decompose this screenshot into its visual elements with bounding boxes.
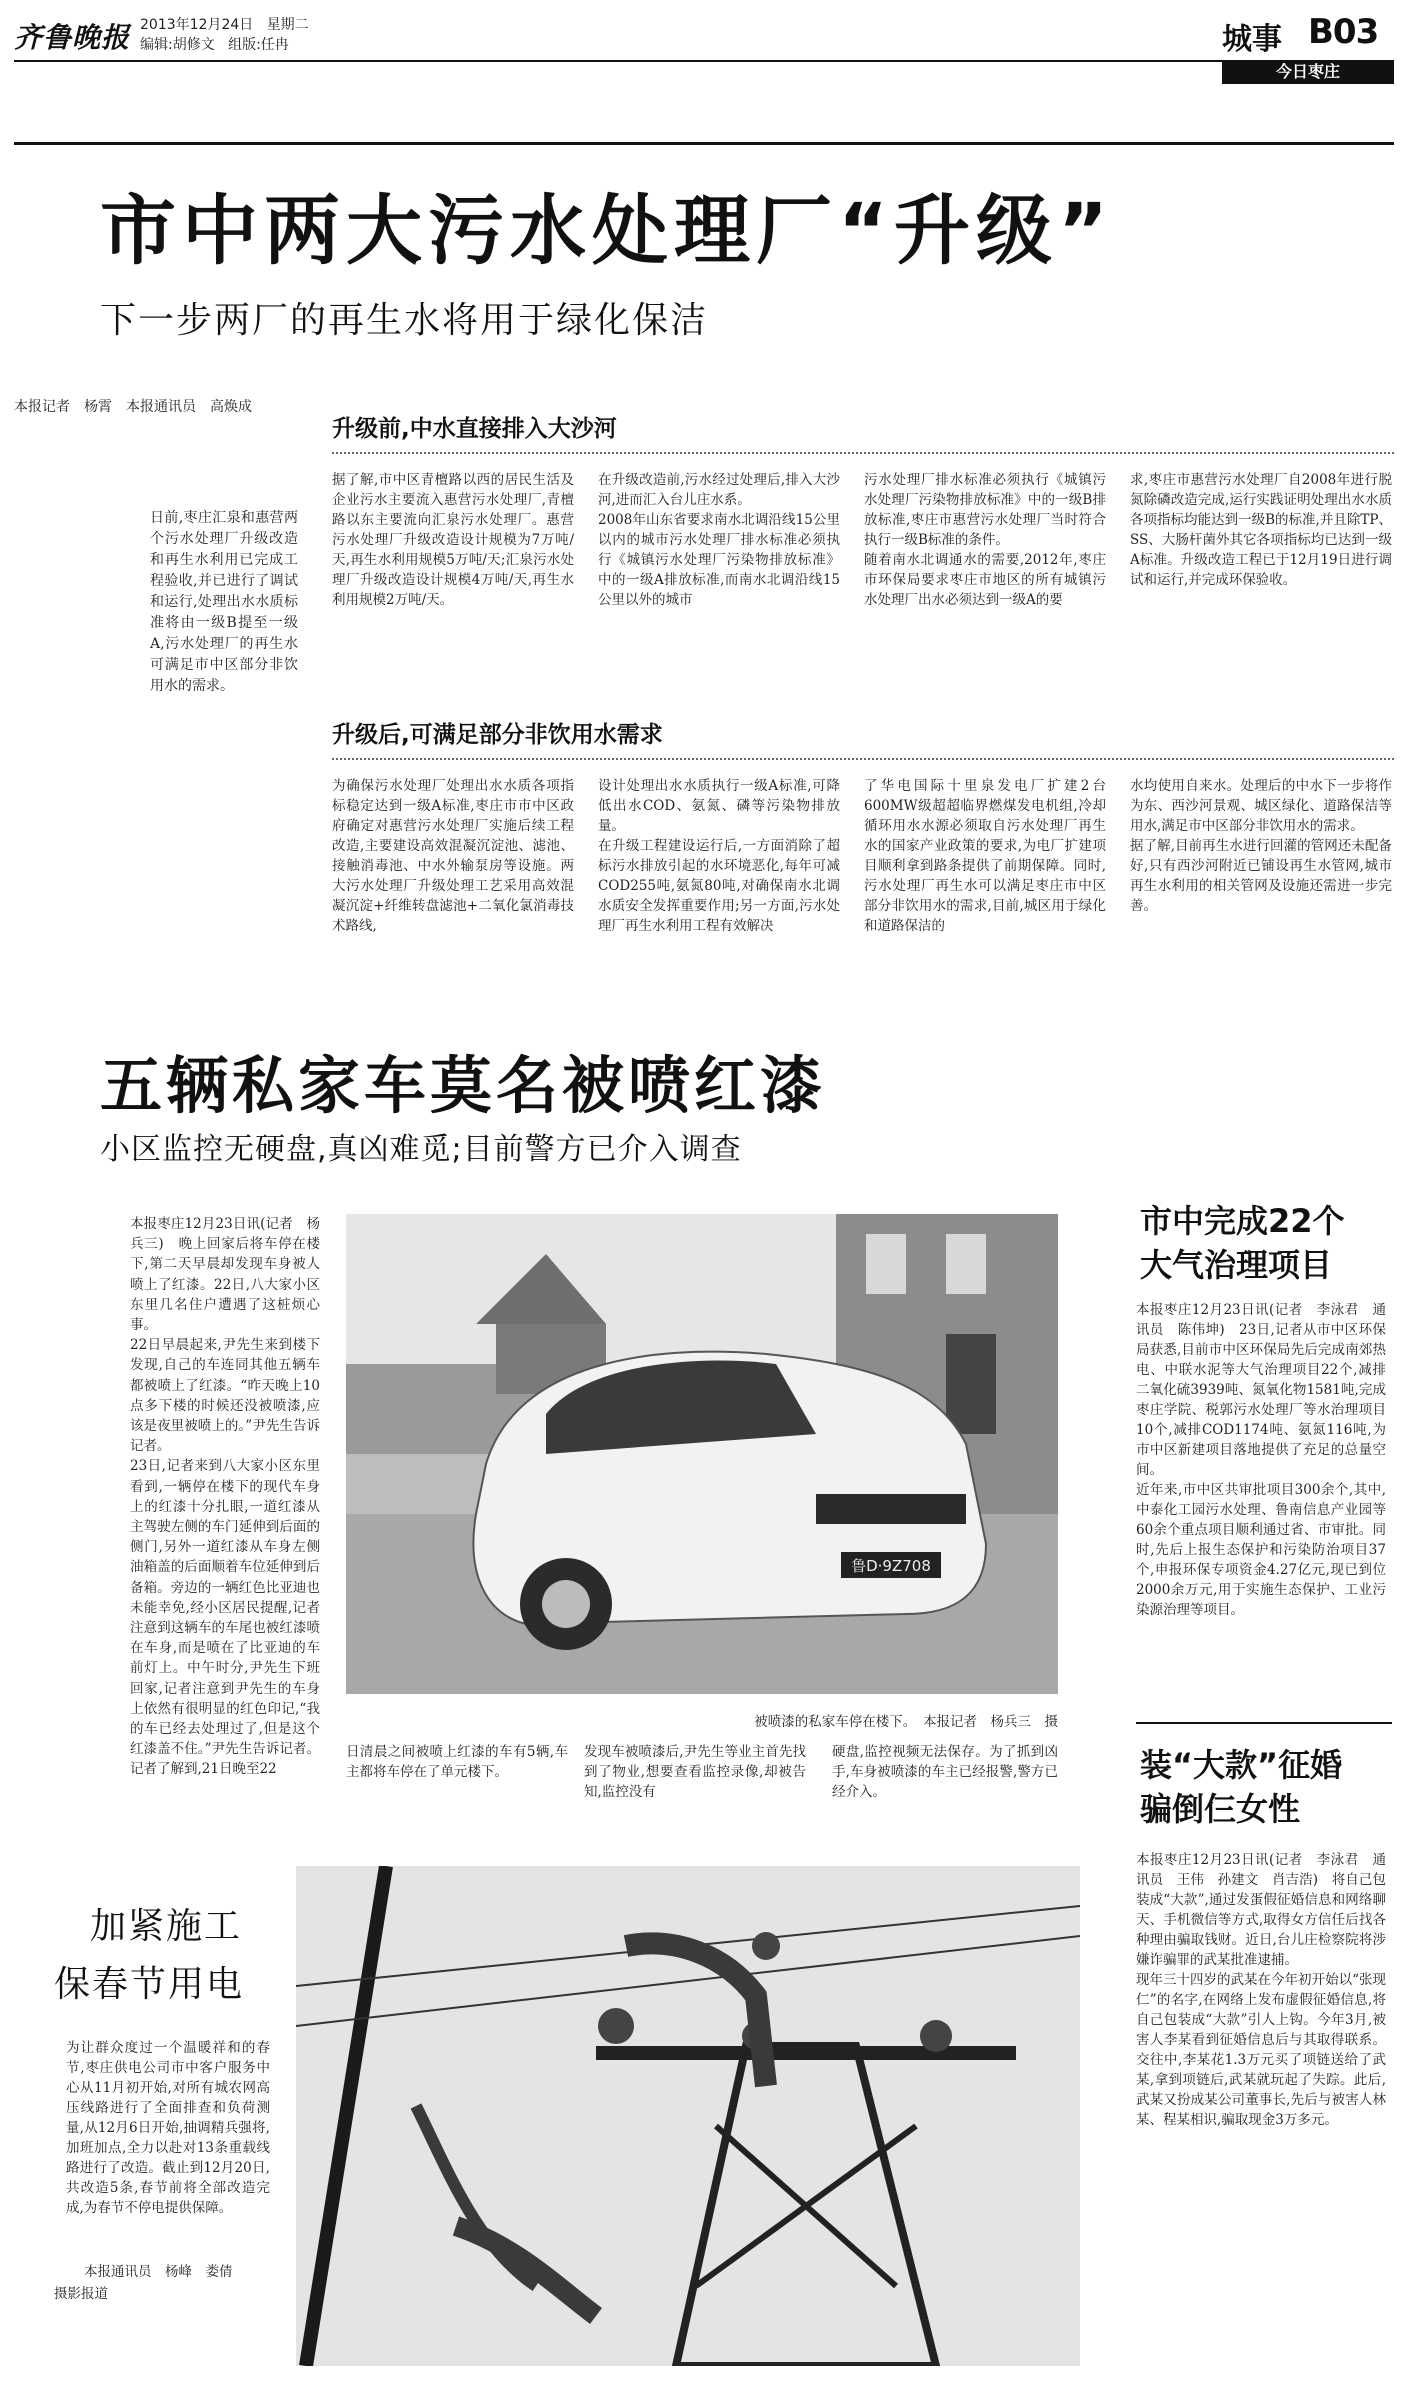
powerline-photo-image	[296, 1866, 1080, 2366]
article5-headline-line1: 加紧施工	[90, 1906, 243, 1947]
section2-divider	[332, 758, 1394, 760]
editor-text: 编辑:胡修文	[140, 37, 215, 53]
article5-credit-line1: 本报通讯员 杨峰 娄倩	[84, 2264, 233, 2280]
car-photo-image	[346, 1214, 1058, 1694]
article1-section2-title: 升级后,可满足部分非饮用水需求	[332, 722, 663, 748]
article1-lead: 日前,枣庄汇泉和惠营两个污水处理厂升级改造和再生水利用已完成工程验收,并已进行了调试和运行,处理出水水质标准将由一级B提至一级A,污水处理厂的再生水可满足市中区部分非饮用水的需求。	[150, 510, 298, 694]
article5-body: 为让群众度过一个温暖祥和的春节,枣庄供电公司市中客户服务中心从11月初开始,对所有城农网高压线路进行了全面排查和负荷测量,从12月6日开始,抽调精兵强将,加班加点,全力以赴对13条重载线路进行了改造。截止到12月20日,共改造5条,春节前将全部改造完成,为春节不停电提供保障。	[66, 2040, 270, 2216]
article3-headline-line2: 大气治理项目	[1140, 1246, 1333, 1284]
car-photo	[346, 1214, 1058, 1694]
article1-section2-col1: 为确保污水处理厂处理出水水质各项指标稳定达到一级A标准,枣庄市市中区政府确定对惠营污水处理厂实施后续工程改造,主要建设高效混凝沉淀池、滤池、接触消毒池、中水外输泵房等设施。两大污水处理厂升级处理工艺采用高效混凝沉淀+纤维转盘滤池+二氧化氯消毒技术路线,	[332, 778, 574, 934]
article1-byline: 本报记者 杨霄 本报通讯员 高焕成	[14, 399, 252, 415]
subsection-tab: 今日枣庄	[1222, 60, 1394, 84]
article1-subheadline: 下一步两厂的再生水将用于绿化保洁	[100, 300, 709, 341]
date-text: 2013年12月24日	[140, 17, 254, 33]
powerline-photo	[296, 1866, 1080, 2366]
article1-section2-col2: 设计处理出水水质执行一级A标准,可降低出水COD、氨氮、磷等污染物排放量。 在升级工程建设运行后,一方面消除了超标污水排放引起的水环境恶化,每年可减COD255吨,氨氮80吨,对确保南水北调水质安全发挥重要作用;另一方面,污水处理厂再生水利用工程有效解决	[598, 778, 840, 934]
article2-subheadline: 小区监控无硬盘,真凶难觅;目前警方已介入调查	[100, 1132, 742, 1167]
article4-body: 本报枣庄12月23日讯(记者 李泳君 通讯员 王伟 孙建文 肖吉浩) 将自己包装成“大款”,通过发蛋假征婚信息和网络聊天、手机微信等方式,取得女方信任后找各种理由骗取钱财。近日,台儿庄检察院将涉嫌诈骗罪的武某批准逮捕。 现年三十四岁的武某在今年初开始以“张现仁”的名字,在网络上发布虚假征婚信息,将自己包装成“大款”引人上钩。今年3月,被害人李某看到征婚信息后与其取得联系。交往中,李某花1.3万元买了项链送给了武某,拿到项链后,武某就玩起了失踪。此后,武某又扮成某公司董事长,先后与被害人林某、程某相识,骗取现金3万多元。	[1136, 1852, 1386, 2128]
editor-line	[140, 34, 289, 54]
article2-col1: 本报枣庄12月23日讯(记者 杨兵三) 晚上回家后将车停在楼下,第二天早晨却发现车身被人喷上了红漆。22日,八大家小区东里几名住户遭遇了这桩烦心事。 22日早晨起来,尹先生来到楼下发现,自己的车连同其他五辆车都被喷上了红漆。“昨天晚上10点多下楼的时候还没被喷漆,应该是夜里被喷上的。”尹先生告诉记者。 23日,记者来到八大家小区东里看到,一辆停在楼下的现代车身上的红漆十分扎眼,一道红漆从主驾驶左侧的车门延伸到后面的侧门,另外一道红漆从车身左侧油箱盖的后面顺着车位延伸到后备箱。旁边的一辆红色比亚迪也未能幸免,经小区居民提醒,记者注意到这辆车的车尾也被红漆喷在车身,而是喷在了比亚迪的车前灯上。中午时分,尹先生下班回家,记者注意到尹先生的车身上依然有很明显的红色印记,“我的车已经去处理过了,但是这个红漆盖不住。”尹先生告诉记者。记者了解到,21日晚至22	[130, 1216, 320, 1778]
article1-section1-col1: 据了解,市中区青檀路以西的居民生活及企业污水主要流入惠营污水处理厂,青檀路以东主要流向汇泉污水处理厂。惠营污水处理厂升级改造设计规模为7万吨/天,再生水利用规模5万吨/天;汇泉污水处理厂升级改造设计规模4万吨/天,再生水利用规模2万吨/天。	[332, 472, 574, 608]
weekday-text: 星期二	[266, 17, 309, 33]
article4-headline-line2: 骗倒仨女性	[1140, 1790, 1301, 1828]
article2-headline: 五辆私家车莫名被喷红漆	[100, 1049, 827, 1122]
article1-section2-col3: 了华电国际十里泉发电厂扩建2台600MW级超超临界燃煤发电机组,冷却循环用水水源必须取自污水处理厂再生水的国家产业政策的要求,为电厂扩建项目顺利拿到路条提供了前期保障。同时,污水处理厂再生水可以满足枣庄市中区部分非饮用水的需求,目前,城区用于绿化和道路保洁的	[864, 778, 1106, 934]
article1-headline: 市中两大污水处理厂“升级”	[100, 186, 1114, 275]
article2-col3: 发现车被喷漆后,尹先生等业主首先找到了物业,想要查看监控录像,却被告知,监控没有	[584, 1744, 806, 1800]
car-photo-caption: 被喷漆的私家车停在楼下。 本报记者 杨兵三 摄	[754, 1714, 1058, 1730]
layout-text: 组版:任冉	[228, 37, 289, 53]
article2-col2: 日清晨之间被喷上红漆的车有5辆,车主都将车停在了单元楼下。	[346, 1744, 568, 1780]
article1-section2-col4: 水均使用自来水。处理后的中水下一步将作为东、西沙河景观、城区绿化、道路保洁等用水,满足市中区部分非饮用水的需求。 据了解,目前再生水进行回灌的管网还未配备好,只有西沙河附近已铺设再生水管网,城市再生水利用的相关管网及设施还需进一步完善。	[1130, 778, 1392, 914]
car-plate: 鲁D·9Z708	[851, 1557, 931, 1575]
article1-section1-col2: 在升级改造前,污水经过处理后,排入大沙河,进而汇入台儿庄水系。 2008年山东省要求南水北调沿线15公里以内的城市污水处理厂排水标准必须执行《城镇污水处理厂污染物排放标准》中的一级A排放标准,而南水北调沿线15公里以外的城市	[598, 472, 840, 608]
article3-headline-line1: 市中完成22个	[1140, 1202, 1345, 1240]
article1-section1-col4: 求,枣庄市惠营污水处理厂自2008年进行脱氮除磷改造完成,运行实践证明处理出水水质各项指标均能达到一级B的标准,并且除TP、SS、大肠杆菌外其它各项指标均已达到一级A标准。升级改造工程已于12月19日进行调试和运行,并完成环保验收。	[1130, 472, 1392, 588]
header-divider	[14, 142, 1394, 145]
article2-col4: 硬盘,监控视频无法保存。为了抓到凶手,车身被喷漆的车主已经报警,警方已经介入。	[832, 1744, 1058, 1800]
issue-date	[140, 14, 309, 34]
article1-section1-title: 升级前,中水直接排入大沙河	[332, 416, 617, 442]
paper-logo: 齐鲁晚报	[14, 21, 131, 54]
article5-credit-line2: 摄影报道	[54, 2286, 108, 2302]
section-name: 城事	[1222, 22, 1282, 57]
article5-headline-line2: 保春节用电	[54, 1964, 245, 2005]
article3-body: 本报枣庄12月23日讯(记者 李泳君 通讯员 陈伟坤) 23日,记者从市中区环保局获悉,目前市中区环保局先后完成南郊热电、中联水泥等大气治理项目22个,减排二氧化硫3939吨、氮氧化物1581吨,完成枣庄学院、税郭污水处理厂等水治理项目10个,减排COD1174吨、氨氮116吨,为市中区新建项目落地提供了充足的总量空间。 近年来,市中区共审批项目300余个,其中,中泰化工园污水处理、鲁南信息产业园等60余个重点项目顺利通过省、市审批。同时,先后上报生态保护和污染防治项目37个,申报环保专项资金4.27亿元,现已到位2000余万元,用于实施生态保护、工业污染源治理等项目。	[1136, 1302, 1386, 1618]
article1-section1-col3: 污水处理厂排水标准必须执行《城镇污水处理厂污染物排放标准》中的一级B排放标准,枣庄市惠营污水处理厂当时符合执行一级B标准的条件。 随着南水北调通水的需要,2012年,枣庄市环保局要求枣庄市地区的所有城镇污水处理厂出水必须达到一级A的要	[864, 472, 1106, 608]
masthead-rule	[14, 60, 1394, 62]
article4-headline-line1: 装“大款”征婚	[1140, 1746, 1343, 1784]
right-column-divider	[1136, 1722, 1392, 1724]
page-number: B03	[1308, 12, 1379, 52]
section1-divider	[332, 452, 1394, 454]
